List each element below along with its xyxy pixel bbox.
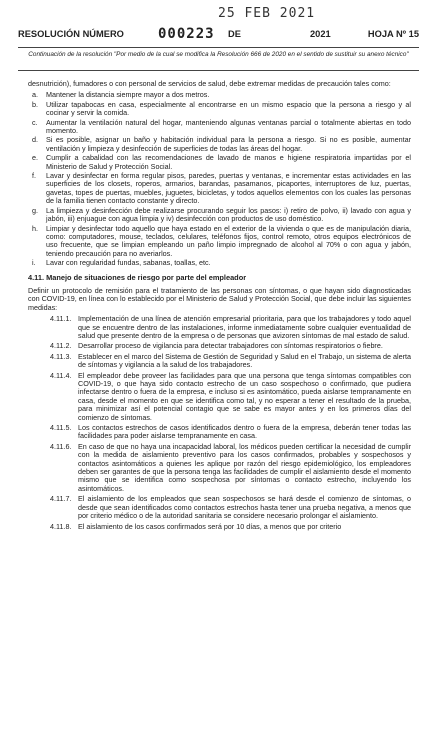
resolution-number: 000223: [158, 26, 215, 42]
body-text: [28, 80, 411, 533]
list-item: g. La limpieza y desinfección debe realizarse procurando seguir los pasos: i) retiro de polvo, ii) lavado con agua y jabón, iii) enjuague con agua limpia y iv) desinfección con productos de uso doméstico.: [32, 205, 411, 224]
list-item: a. Mantener la distancia siempre mayor a dos metros.: [32, 90, 210, 100]
intro-paragraph: desnutrición), fumadores o con personal de servicios de salud, debe extremar medidas de precaución tales como:: [28, 79, 391, 88]
resolution-header: [18, 26, 419, 44]
list-item: i. Lavar con regularidad fundas, sabanas, toallas, etc.: [32, 258, 211, 268]
page-number: HOJA Nº 15: [367, 29, 419, 39]
list-item: 4.11.8. El aislamiento de los casos confirmados será por 10 días, a menos que por criterio: [50, 521, 342, 531]
list-item: f. Lavar y desinfectar en forma regular pisos, paredes, puertas y ventanas, e incrementar estas actividades en las superficies de los closets, roperos, armarios, barandas, pasamanos, picaportes, interruptores de luz, puertas, gavetas, topes de puertas, muebles, juguetes, bicicletas, y todos aquellos elementos con los cuales las personas de la familia tienen contacto constante y directo.: [32, 171, 411, 206]
continuation-banner: Continuación de la resolución "Por medio de la cual se modifica la Resolución 666 de 2020 en el sentido de sustituir su anexo técnico": [18, 47, 419, 71]
list-item: 4.11.7. El aislamiento de los empleados que sean sospechosos se hará desde el comienzo de síntomas, o desde que sean identificados como contactos estrechos hasta tener una prueba negativa, a menos que por criterio médico o de la autoridad sanitaria se considere necesario prolongar el aislamiento.: [50, 494, 411, 521]
section-items: [28, 315, 411, 531]
resolution-label: RESOLUCIÓN NÚMERO: [18, 29, 124, 39]
measures-list: [28, 91, 411, 267]
de-label: DE: [228, 29, 241, 39]
list-item: e. Cumplir a cabalidad con las recomendaciones de lavado de manos e higiene respiratoria impartidas por el Ministerio de Salud y Protección Social.: [32, 153, 411, 171]
list-item: 4.11.2. Desarrollar proceso de vigilancia para detectar trabajadores con síntomas respiratorios o fiebre.: [50, 341, 383, 351]
section-intro: Definir un protocolo de remisión para el tratamiento de las personas con síntomas, o que hayan sido diagnosticadas con COVID-19, en línea con lo establecido por el Ministerio de Salud y Protección Social, que debe incluir las siguientes medidas:: [28, 285, 411, 312]
resolution-year: 2021: [310, 29, 331, 39]
list-item: 4.11.6. En caso de que no haya una incapacidad laboral, los médicos pueden certificar la necesidad de cumplir con la medida de aislamiento preventivo para los casos confirmados, probables y sospechosos y contactos asintomáticos a quienes les aplique por razón del riesgo epidemiológico, los empleadores deben ser garantes de que la persona tenga las facilidades de cumplir el aislamiento desde el momento mismo que se identifica como sospechosa por síntomas o contacto estrecho, incluyendo los asintomáticos.: [50, 441, 411, 493]
list-item: 4.11.5. Los contactos estrechos de casos identificados dentro o fuera de la empresa, deberán tener todas las facilidades para poder aislarse tempranamente en casa.: [50, 423, 411, 441]
list-item: 4.11.1. Implementación de una línea de atención empresarial prioritaria, para que los trabajadores y todo aquel que se encuentre dentro de las instalaciones, informe inmediatamente sobre cualquier eventualidad de salud que presente dentro de la empresa o de personas que avizoren síntomas de mal estado de salud.: [50, 314, 411, 340]
date-stamp: 25 FEB 2021: [218, 6, 316, 21]
list-item: 4.11.4. El empleador debe proveer las facilidades para que una persona que tenga síntomas compatibles con COVID-19, o que haya sido contacto estrecho de un caso sospechoso o confirmado, que pudiera infectarse dentro o fuera de la empresa, e incluso si es asintomático, pueda aislarse tempranamente en casa, desde el momento en que se identifica como tal, y no esperar a tener el resultado de la prueba, para minimizar así el potencial contagio que se sabe es mayor antes y en los primeros días del comienzo de síntomas.: [50, 370, 411, 422]
list-item: 4.11.3. Establecer en el marco del Sistema de Gestión de Seguridad y Salud en el Trabajo, un sistema de alerta de síntomas y vigilancia a la salud de los trabajadores.: [50, 351, 411, 370]
list-item: c. Aumentar la ventilación natural del hogar, manteniendo algunas ventanas parcial o totalmente abiertas en todo momento.: [32, 117, 411, 136]
list-item: b. Utilizar tapabocas en casa, especialmente al encontrarse en un mismo espacio que la persona a riesgo y al cocinar y servir la comida.: [32, 99, 411, 118]
list-item: h. Limpiar y desinfectar todo aquello que haya estado en el exterior de la vivienda o que es de manipulación diaria, como: computadores, mouse, teclados, celulares, teléfonos fijos, control remoto, otros equipos electrónicos de uso frecuente, que se limpian empleando un paño limpio impregnado de alcohol al 70% o con agua y jabón, teniendo precaución para no averiarlos.: [32, 223, 411, 258]
list-item: d. Si es posible, asignar un baño y habitación individual para la persona a riesgo. Si no es posible, aumentar ventilación y limpieza y desinfección de superficies de todas las áreas del hogar.: [32, 135, 411, 153]
section-heading: 4.11. Manejo de situaciones de riesgo por parte del empleador: [28, 272, 247, 282]
